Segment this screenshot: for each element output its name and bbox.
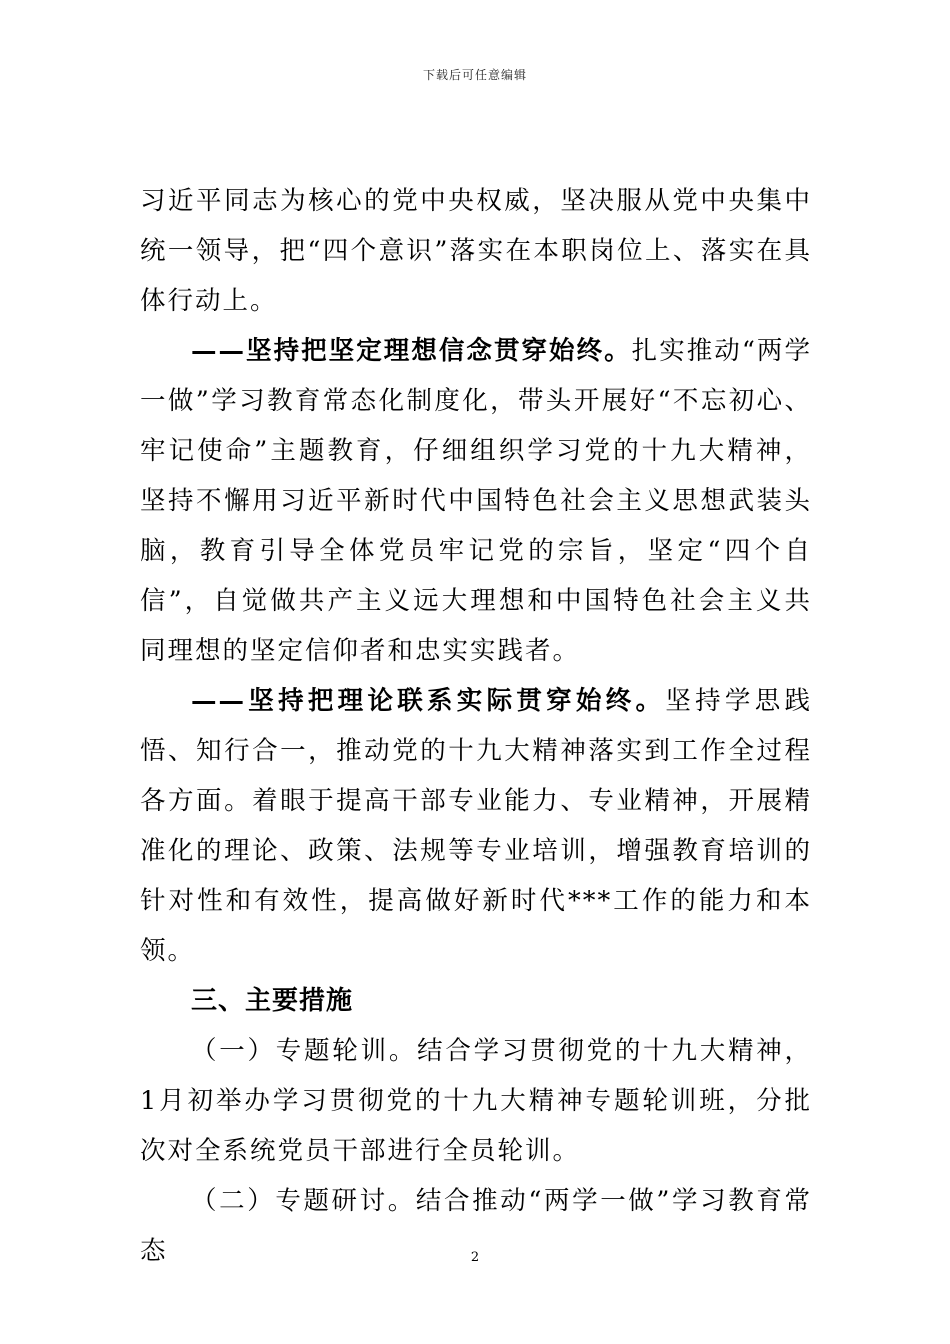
paragraph-text: 结合推动“两学一做”学习教育常态: [140, 1186, 812, 1266]
paragraph-lead: （二）专题研讨。: [191, 1186, 416, 1216]
page-header: 下载后可任意编辑: [422, 68, 527, 82]
paragraph-training: [140, 1026, 812, 1176]
section-heading: 三、主要措施: [191, 986, 354, 1016]
paragraph-lead: （一）专题轮训。: [191, 1036, 418, 1066]
paragraph-text: 结合学习贯彻党的十九大精神，1月初举办学习贯彻党的十九大精神专题轮训班，分批次对全系统党员干部进行全员轮训。: [140, 1036, 812, 1166]
paragraph-text: 坚持学思践悟、知行合一，推动党的十九大精神落实到工作全过程各方面。着眼于提高干部专业能力、专业精神，开展精准化的理论、政策、法规等专业培训，增强教育培训的针对性和有效性，提高做好新时代***工作的能力和本领。: [140, 686, 812, 966]
paragraph-text: 扎实推动“两学一做”学习教育常态化制度化，带头开展好“不忘初心、牢记使命”主题教育，仔细组织学习党的十九大精神，坚持不懈用习近平新时代中国特色社会主义思想武装头脑，教育引导全体党员牢记党的宗旨，坚定“四个自信”，自觉做共产主义远大理想和中国特色社会主义共同理想的坚定信仰者和忠实实践者。: [140, 336, 812, 666]
paragraph-continuation: 习近平同志为核心的党中央权威，坚决服从党中央集中统一领导，把“四个意识”落实在本职岗位上、落实在具体行动上。: [140, 186, 812, 316]
page-number: 2: [470, 1250, 480, 1265]
paragraph-ideals: [140, 326, 812, 676]
paragraph-theory-practice: [140, 676, 812, 976]
paragraph-lead: ——坚持把理论联系实际贯穿始终。: [191, 686, 666, 716]
document-body: [140, 176, 812, 1276]
paragraph-lead: ——坚持把坚定理想信念贯穿始终。: [191, 336, 632, 366]
